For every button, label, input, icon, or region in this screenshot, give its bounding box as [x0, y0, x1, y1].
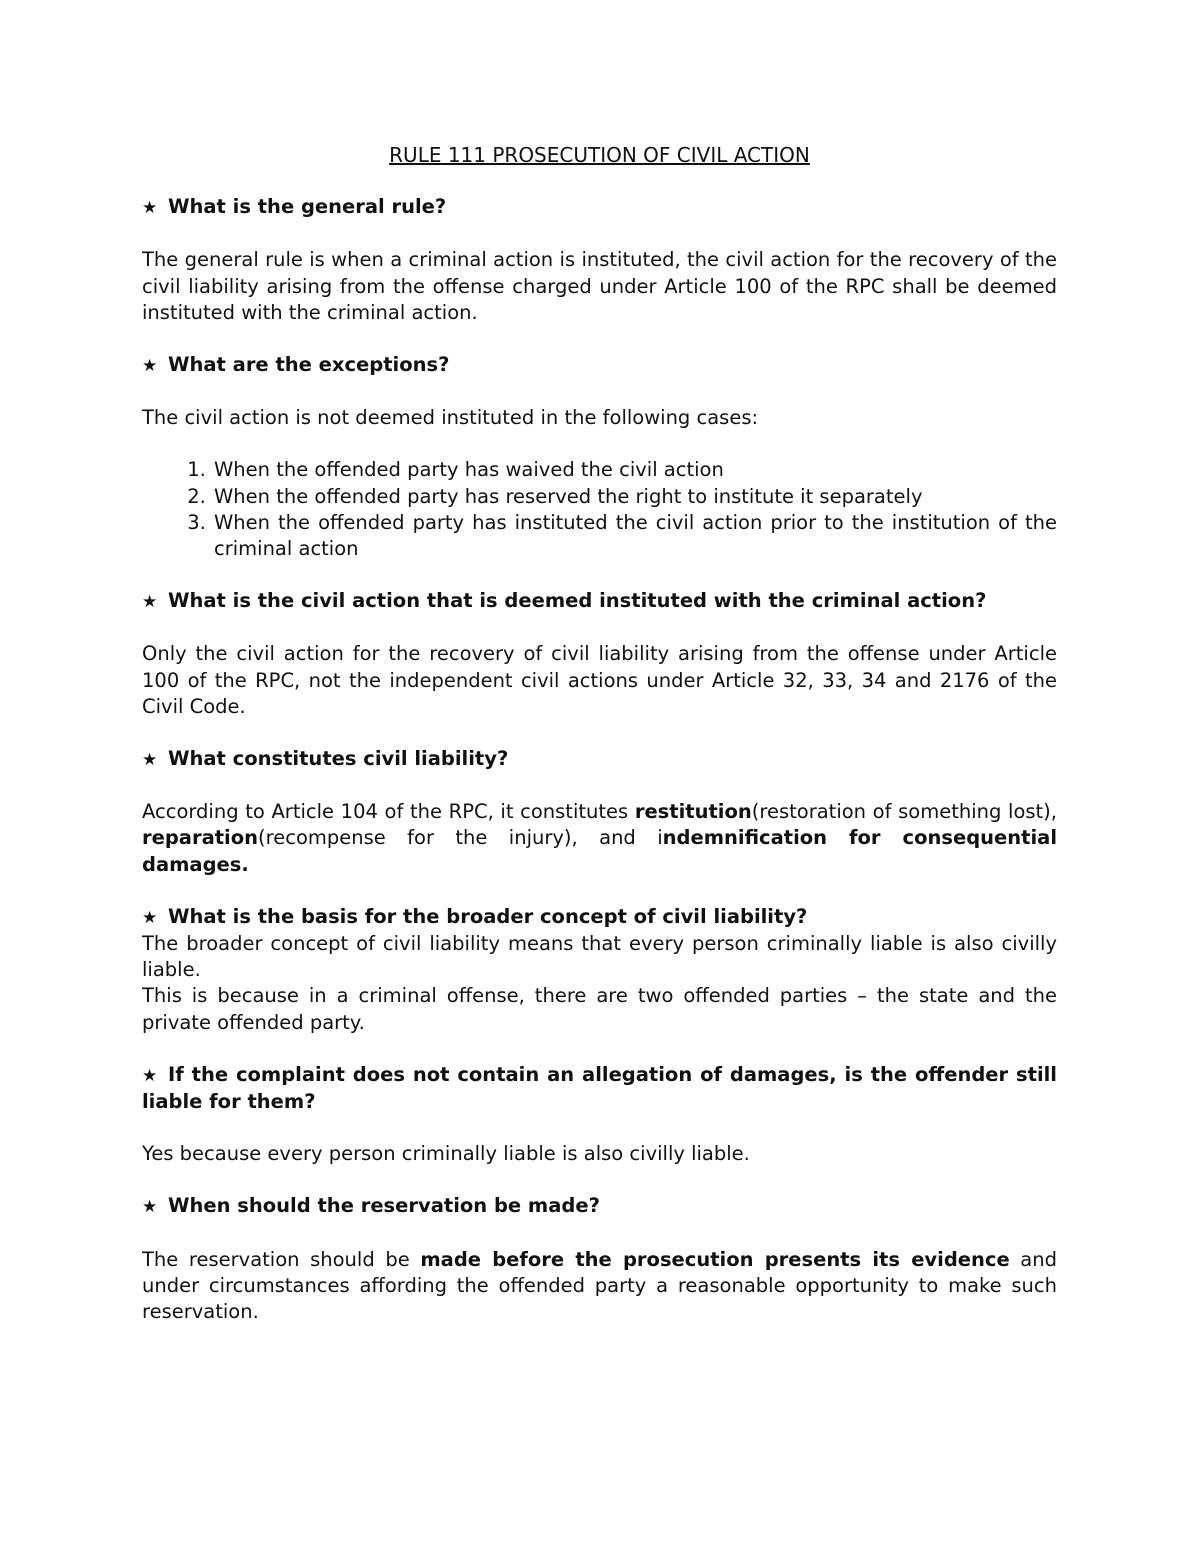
exceptions-intro: The civil action is not deemed instituted in the following cases: [142, 406, 759, 430]
star-bullet-icon: ★ [142, 907, 158, 928]
star-bullet-icon: ★ [142, 1197, 158, 1218]
document-page [142, 142, 1057, 1325]
star-bullet-icon: ★ [142, 198, 158, 219]
star-bullet-icon: ★ [142, 1065, 158, 1086]
list-item: 2. When the offended party has reserved the right to institute it separately [212, 484, 1057, 510]
list-item: 1. When the offended party has waived the civil action [212, 457, 1057, 483]
list-item: 3. When the offended party has instituted the civil action prior to the institution of the criminal action [212, 510, 1057, 562]
answer-broader-concept-line1: The broader concept of civil liability means that every person criminally liable is also civilly liable. [142, 932, 1057, 982]
question-civil-liability: ★ What constitutes civil liability? [142, 746, 1057, 773]
exceptions-list [142, 457, 1057, 562]
answer-reservation-timing: The reservation should be made before the prosecution presents its evidence and under circumstances affording the offended party a reasonable opportunity to make such reservation. [142, 1247, 1057, 1324]
answer-broader-concept-line2: This is because in a criminal offense, there are two offended parties – the state and the private offended party. [142, 984, 1057, 1034]
question-general-rule: ★ What is the general rule? [142, 194, 1057, 221]
star-bullet-icon: ★ [142, 356, 158, 377]
question-reservation-timing: ★ When should the reservation be made? [142, 1193, 1057, 1220]
answer-deemed-instituted: Only the civil action for the recovery of civil liability arising from the offense under Article 100 of the RPC, not the independent civil actions under Article 32, 33, 34 and 2176 of the Civil Code. [142, 642, 1057, 718]
star-bullet-icon: ★ [142, 750, 158, 771]
question-allegation-damages: ★ If the complaint does not contain an allegation of damages, is the offender still liable for them? [142, 1062, 1057, 1114]
question-deemed-instituted: ★ What is the civil action that is deemed instituted with the criminal action? [142, 588, 1057, 615]
question-broader-concept: ★ What is the basis for the broader concept of civil liability? [142, 904, 1057, 931]
answer-allegation-damages: Yes because every person criminally liable is also civilly liable. [142, 1142, 750, 1166]
page-title: RULE 111 PROSECUTION OF CIVIL ACTION [389, 143, 810, 167]
answer-civil-liability: According to Article 104 of the RPC, it constitutes restitution(restoration of something lost), reparation(recompense for the injury), and indemnification for consequential damages. [142, 800, 1058, 876]
question-exceptions: ★ What are the exceptions? [142, 352, 1057, 379]
star-bullet-icon: ★ [142, 592, 158, 613]
answer-general-rule: The general rule is when a criminal action is instituted, the civil action for the recovery of the civil liability arising from the offense charged under Article 100 of the RPC shall be deemed instituted with the criminal action. [142, 248, 1057, 324]
